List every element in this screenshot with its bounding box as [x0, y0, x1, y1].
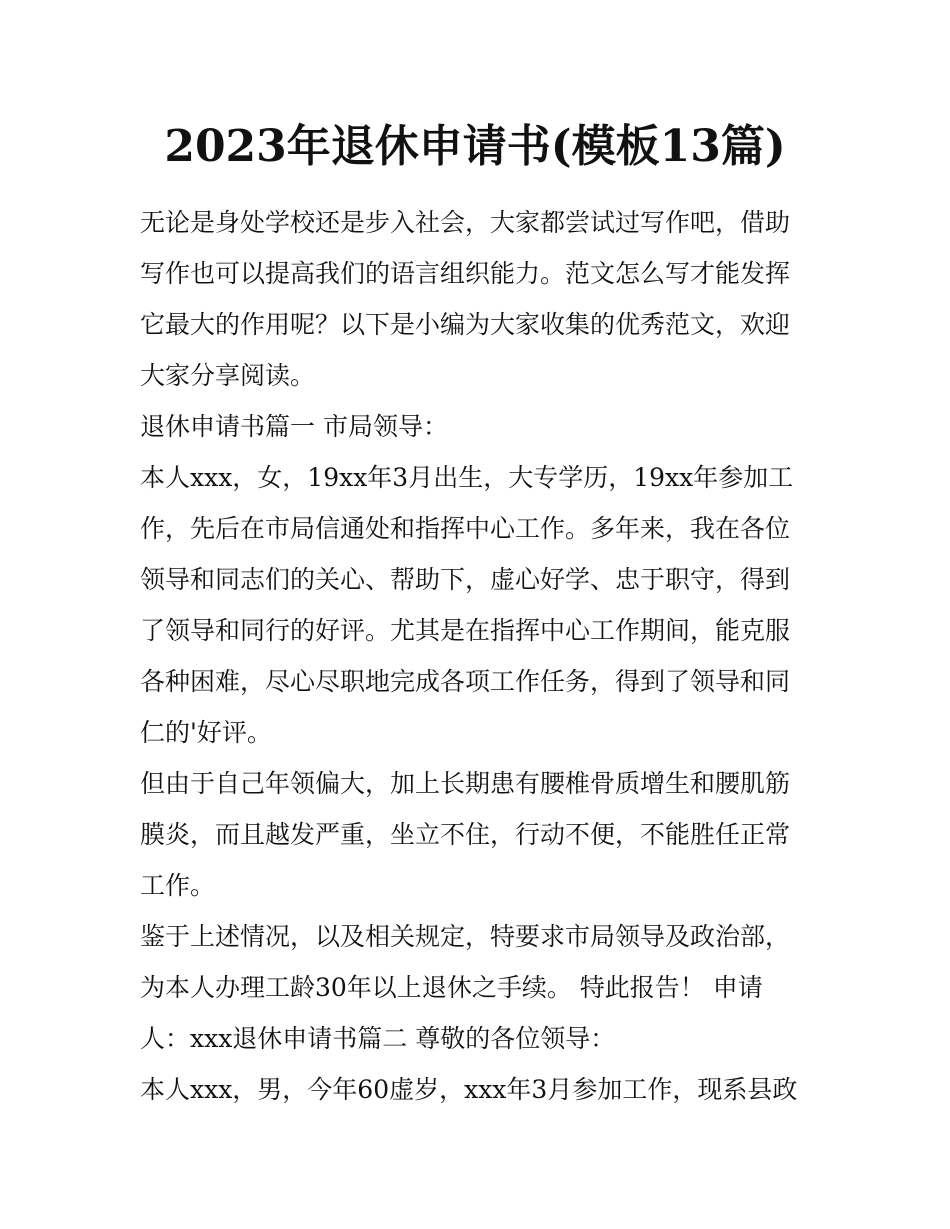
paragraph-section-two-body: 本人xxx，男，今年60虚岁，xxx年3月参加工作，现系县政	[140, 1075, 798, 1104]
paragraph-request: 鉴于上述情况，以及相关规定，特要求市局领导及政治部，为本人办理工龄30年以上退休之手续。 特此报告！ 申请人：xxx退休申请书篇二 尊敬的各位领导：	[140, 922, 791, 1053]
paragraph-section-one-body: 本人xxx，女，19xx年3月出生，大专学历，19xx年参加工作，先后在市局信通处和指挥中心工作。多年来，我在各位领导和同志们的关心、帮助下，虚心好学、忠于职守，得到了领导和同行的好评。尤其是在指挥中心工作期间，能克服各种困难，尽心尽职地完成各项工作任务，得到了领导和同仁的'好评。	[140, 463, 794, 747]
paragraph-intro: 无论是身处学校还是步入社会，大家都尝试过写作吧，借助写作也可以提高我们的语言组织能力。范文怎么写才能发挥它最大的作用呢？以下是小编为大家收集的优秀范文，欢迎大家分享阅读。	[140, 208, 791, 390]
paragraph-section-one-heading: 退休申请书篇一 市局领导：	[140, 412, 448, 441]
paragraph-health-reason: 但由于自己年领偏大，加上长期患有腰椎骨质增生和腰肌筋膜炎，而且越发严重，坐立不住，行动不便，不能胜任正常工作。	[140, 769, 791, 900]
document-title: 2023年退休申请书(模板13篇)	[164, 121, 786, 172]
document-body	[140, 197, 812, 1115]
